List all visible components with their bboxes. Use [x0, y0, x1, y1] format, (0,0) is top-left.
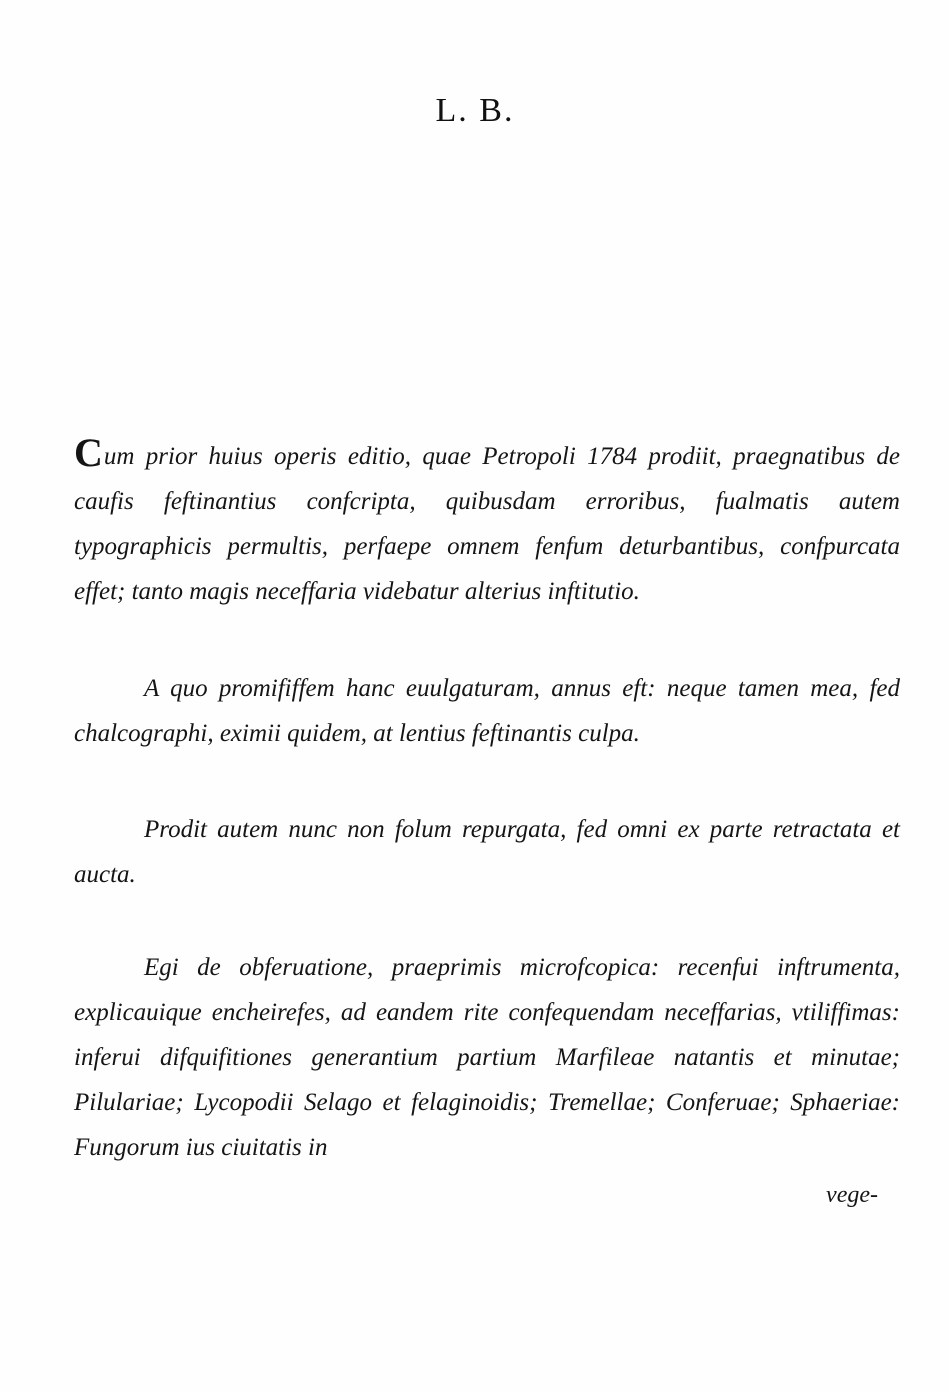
drop-cap-letter: C [74, 430, 103, 475]
catchword: vege- [826, 1182, 878, 1208]
paragraph-4: Egi de obferuatione, praeprimis microfcopica: recenfui inftrumenta, explicauique encheirefes, ad eandem rite confequendam neceffarias, vtiliffimas: inferui difquifitiones generantium partium Marfileae natantis et minutae; Pilulariae; Lycopodii Selago et felaginoidis; Tremellae; Conferuae; Sphaeriae: Fungorum ius ciuitatis in [74, 954, 900, 1161]
paragraph-1-text: um prior huius operis editio, quae Petropoli 1784 prodiit, praegnatibus de caufis feftinantius confcripta, quibusdam erroribus, fualmatis autem typographicis permultis, perfaepe omnem fenfum deturbantibus, confpurcata effet; tanto magis neceffaria videbatur alterius inftitutio. [74, 443, 900, 605]
paragraph-2: A quo promififfem hanc euulgaturam, annus eft: neque tamen mea, fed chalcographi, eximii quidem, at lentius feftinantis culpa. [74, 675, 900, 747]
page-heading: L. B. [435, 92, 515, 129]
paragraph-1 [74, 430, 900, 614]
paragraph-3: Prodit autem nunc non folum repurgata, fed omni ex parte retractata et aucta. [74, 816, 900, 888]
